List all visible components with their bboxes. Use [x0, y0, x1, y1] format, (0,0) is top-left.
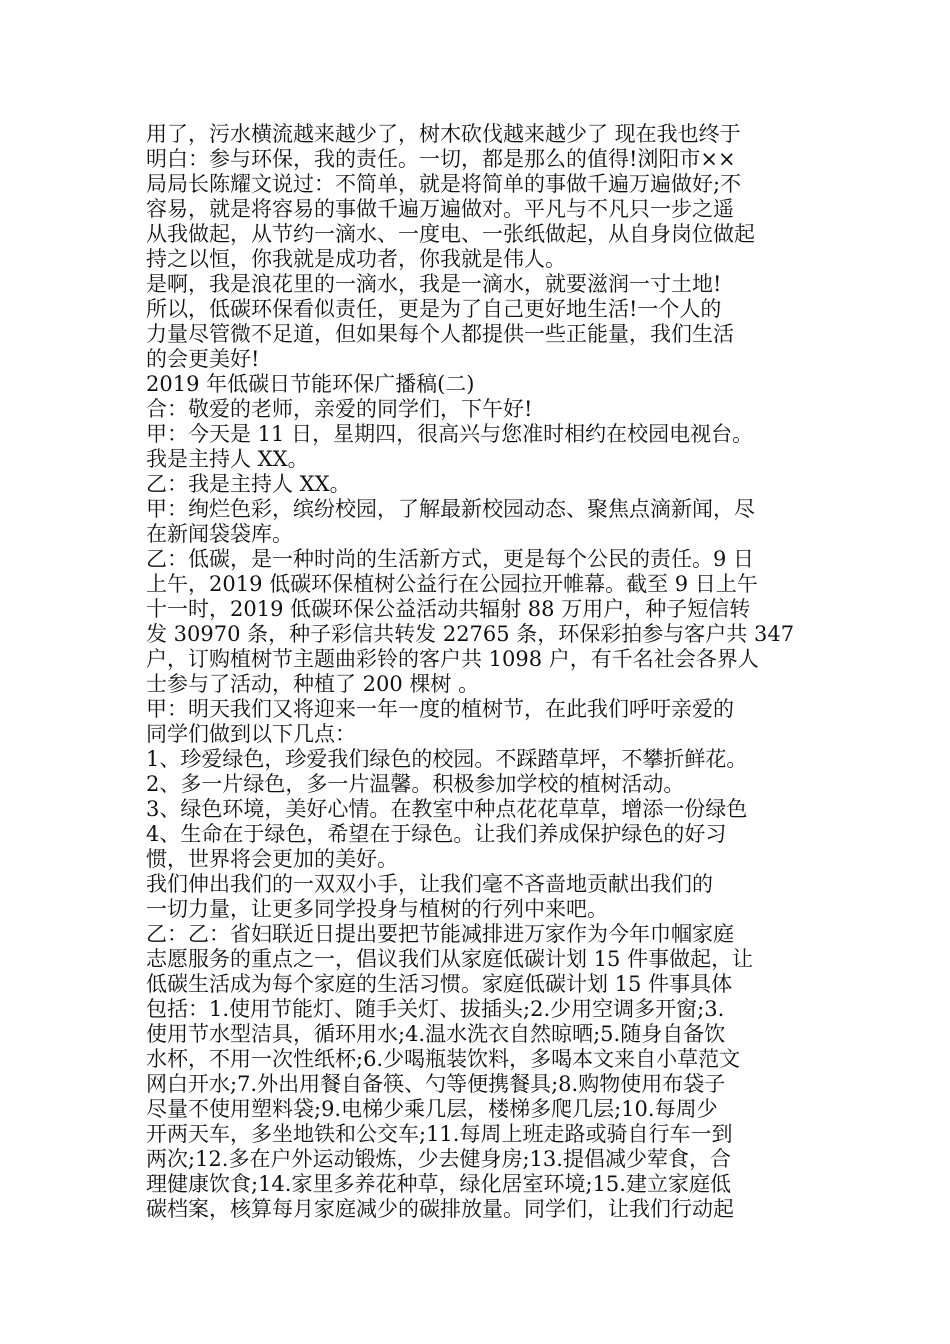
text-line: 碳档案，核算每月家庭减少的碳排放量。同学们，让我们行动起 [146, 1197, 734, 1221]
text-line: 明白：参与环保，我的责任。一切，都是那么的值得!浏阳市×× [146, 147, 736, 171]
text-line: 户，订购植树节主题曲彩铃的客户共 1098 户，有千名社会各界人 [146, 647, 759, 671]
text-line: 合：敬爱的老师，亲爱的同学们，下午好! [146, 397, 533, 421]
text-line: 士参与了活动，种植了 200 棵树 。 [146, 672, 480, 696]
text-line: 1、珍爱绿色，珍爱我们绿色的校园。不踩踏草坪，不攀折鲜花。 [146, 747, 748, 771]
text-line: 包括：1.使用节能灯、随手关灯、拔插头;2.少用空调多开窗;3. [146, 997, 725, 1021]
text-line: 从我做起，从节约一滴水、一度电、一张纸做起，从自身岗位做起 [146, 222, 755, 246]
text-line: 在新闻袋袋库。 [146, 522, 293, 546]
text-line: 3、绿色环境，美好心情。在教室中种点花花草草，增添一份绿色 [146, 797, 748, 821]
text-line: 4、生命在于绿色，希望在于绿色。让我们养成保护绿色的好习 [146, 822, 727, 846]
text-line: 乙：我是主持人 XX。 [146, 472, 351, 496]
text-line: 是啊，我是浪花里的一滴水，我是一滴水，就要滋润一寸土地! [146, 272, 722, 296]
text-line: 持之以恒，你我就是成功者，你我就是伟人。 [146, 247, 566, 271]
text-line: 甲：绚烂色彩，缤纷校园，了解最新校园动态、聚焦点滴新闻，尽 [146, 497, 755, 521]
text-line: 我是主持人 XX。 [146, 447, 309, 471]
text-line: 十一时，2019 低碳环保公益活动共辐射 88 万用户，种子短信转 [146, 597, 751, 621]
text-line: 惯，世界将会更加的美好。 [146, 847, 398, 871]
text-line: 乙：低碳，是一种时尚的生活新方式，更是每个公民的责任。9 日 [146, 547, 755, 571]
text-line: 容易，就是将容易的事做千遍万遍做对。平凡与不凡只一步之遥 [146, 197, 734, 221]
text-line: 甲：今天是 11 日，星期四，很高兴与您准时相约在校园电视台。 [146, 422, 754, 446]
text-line: 使用节水型洁具，循环用水;4.温水洗衣自然晾晒;5.随身自备饮 [146, 1022, 726, 1046]
text-line: 低碳生活成为每个家庭的生活习惯。家庭低碳计划 15 件事具体 [146, 972, 733, 996]
text-line: 2、多一片绿色，多一片温馨。积极参加学校的植树活动。 [146, 772, 685, 796]
text-line: 尽量不使用塑料袋;9.电梯少乘几层，楼梯多爬几层;10.每周少 [146, 1097, 718, 1121]
text-line: 一切力量，让更多同学投身与植树的行列中来吧。 [146, 897, 608, 921]
text-line: 志愿服务的重点之一，倡议我们从家庭低碳计划 15 件事做起，让 [146, 947, 754, 971]
text-line: 所以，低碳环保看似责任，更是为了自己更好地生活!一个人的 [146, 297, 722, 321]
text-line: 力量尽管微不足道，但如果每个人都提供一些正能量，我们生活 [146, 322, 734, 346]
body-text [146, 122, 812, 1222]
text-line: 用了，污水横流越来越少了，树木砍伐越来越少了 现在我也终于 [146, 122, 741, 146]
text-line: 同学们做到以下几点： [146, 722, 356, 746]
text-line: 我们伸出我们的一双双小手，让我们毫不吝啬地贡献出我们的 [146, 872, 713, 896]
text-line: 局局长陈耀文说过：不简单，就是将简单的事做千遍万遍做好;不 [146, 172, 742, 196]
text-line: 网白开水;7.外出用餐自备筷、勺等便携餐具;8.购物使用布袋子 [146, 1072, 726, 1096]
text-line: 两次;12.多在户外运动锻炼，少去健身房;13.提倡减少荤食，合 [146, 1147, 731, 1171]
text-line: 水杯，不用一次性纸杯;6.少喝瓶装饮料，多喝本文来自小草范文 [146, 1047, 741, 1071]
text-line: 上午，2019 低碳环保植树公益行在公园拉开帷幕。截至 9 日上午 [146, 572, 758, 596]
text-line: 发 30970 条，种子彩信共转发 22765 条，环保彩拍参与客户共 347 [146, 622, 795, 646]
text-line: 的会更美好! [146, 347, 260, 371]
text-line: 开两天车，多坐地铁和公交车;11.每周上班走路或骑自行车一到 [146, 1122, 733, 1146]
text-line: 理健康饮食;14.家里多养花种草，绿化居室环境;15.建立家庭低 [146, 1172, 731, 1196]
text-line: 甲：明天我们又将迎来一年一度的植树节，在此我们呼吁亲爱的 [146, 697, 734, 721]
text-line: 乙：乙：省妇联近日提出要把节能减排进万家作为今年巾帼家庭 [146, 922, 734, 946]
text-line: 2019 年低碳日节能环保广播稿(二) [146, 372, 475, 396]
